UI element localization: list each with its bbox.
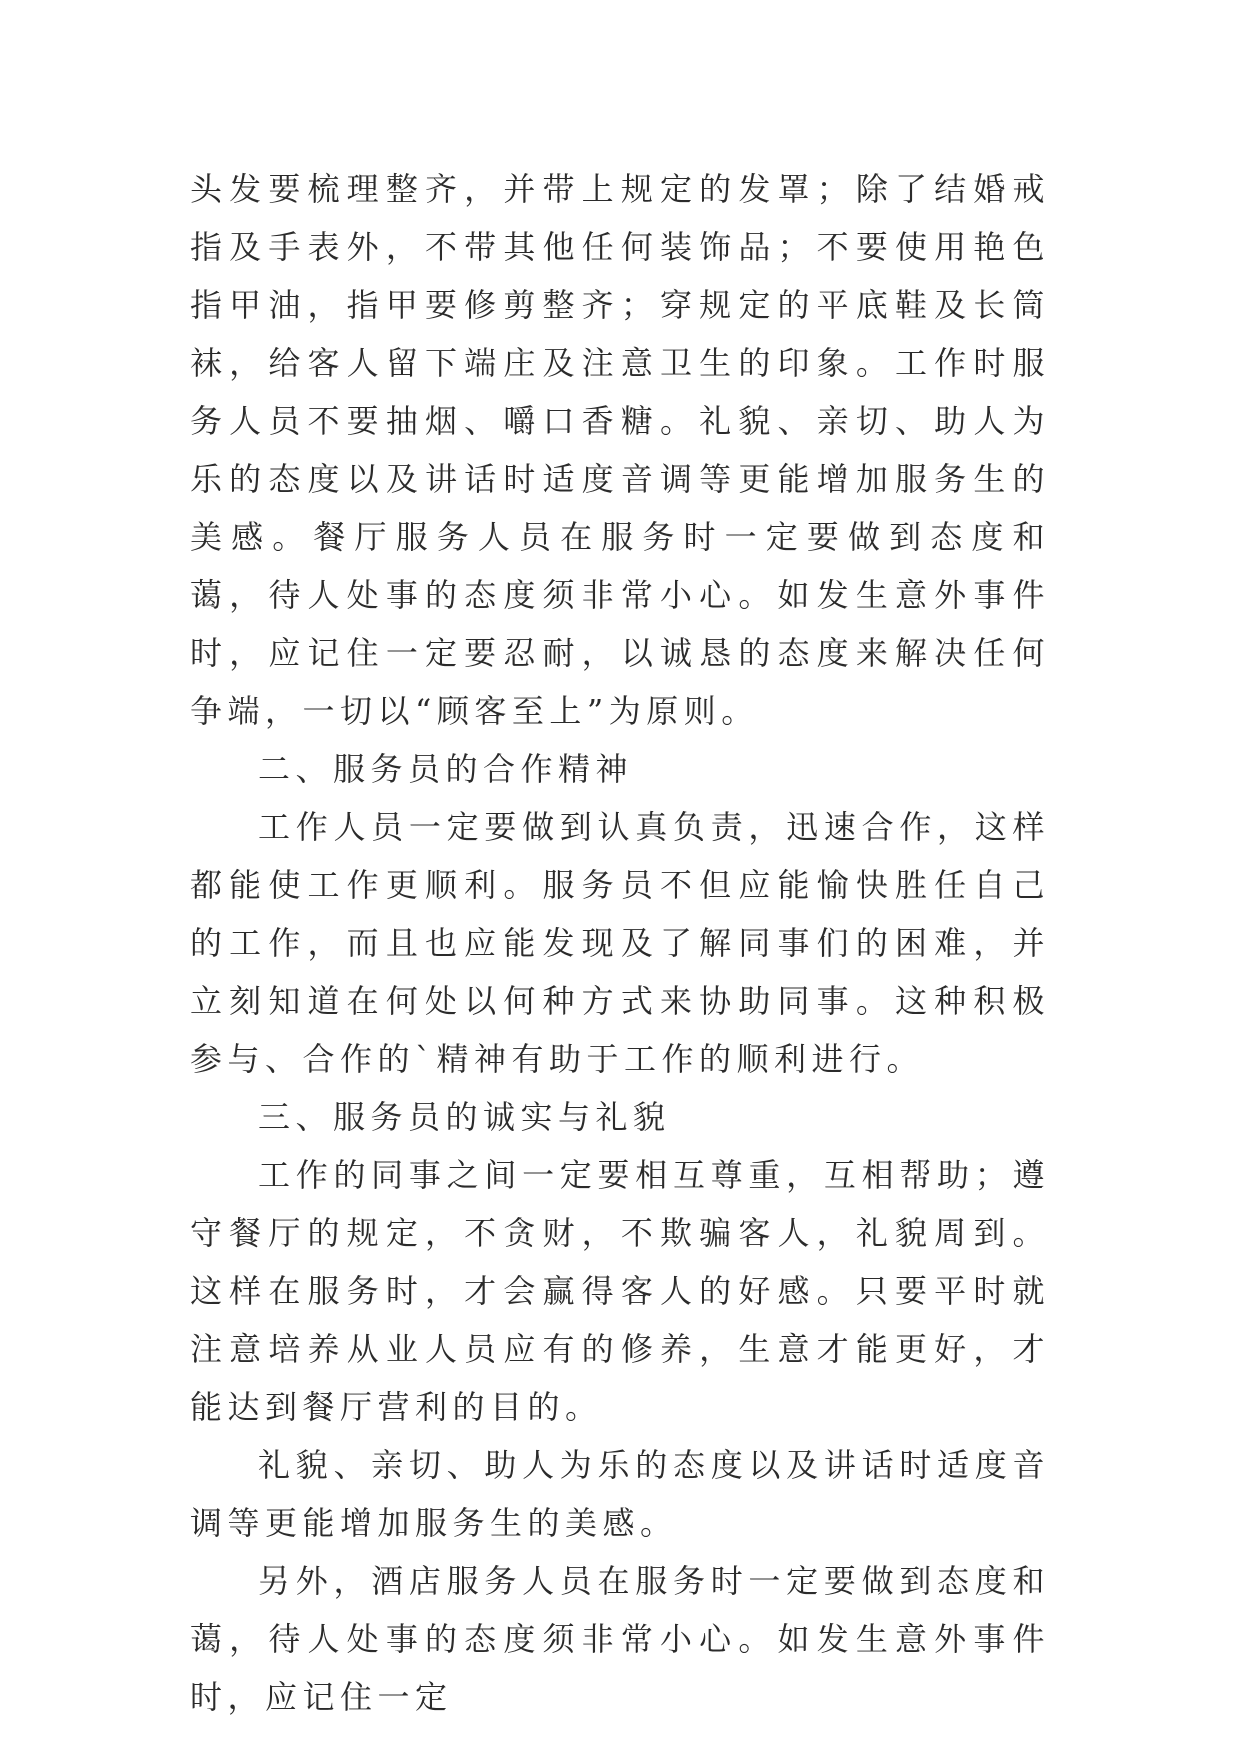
paragraph-attitude: 另外，酒店服务人员在服务时一定要做到态度和蔼，待人处事的态度须非常小心。如发生意外事件时，应记住一定 [190, 1562, 1050, 1716]
document-body [190, 160, 1050, 1726]
heading-honesty: 三、服务员的诚实与礼貌 [258, 1098, 671, 1136]
paragraph-grooming: 头发要梳理整齐，并带上规定的发罩；除了结婚戒指及手表外，不带其他任何装饰品；不要使用艳色指甲油，指甲要修剪整齐；穿规定的平底鞋及长筒袜，给客人留下端庄及注意卫生的印象。工作时服务人员不要抽烟、嚼口香糖。礼貌、亲切、助人为乐的态度以及讲话时适度音调等更能增加服务生的美感。餐厅服务人员在服务时一定要做到态度和蔼，待人处事的态度须非常小心。如发生意外事件时，应记住一定要忍耐，以诚恳的态度来解决任何争端，一切以“顾客至上”为原则。 [190, 170, 1050, 730]
paragraph-honesty: 工作的同事之间一定要相互尊重，互相帮助；遵守餐厅的规定，不贪财，不欺骗客人，礼貌周到。这样在服务时，才会赢得客人的好感。只要平时就注意培养从业人员应有的修养，生意才能更好，才能达到餐厅营利的目的。 [190, 1156, 1050, 1426]
paragraph-courtesy: 礼貌、亲切、助人为乐的态度以及讲话时适度音调等更能增加服务生的美感。 [190, 1446, 1050, 1542]
heading-cooperation: 二、服务员的合作精神 [258, 750, 634, 788]
paragraph-cooperation: 工作人员一定要做到认真负责，迅速合作，这样都能使工作更顺利。服务员不但应能愉快胜任自己的工作，而且也应能发现及了解同事们的困难，并立刻知道在何处以何种方式来协助同事。这种积极参与、合作的`精神有助于工作的顺利进行。 [190, 808, 1050, 1078]
